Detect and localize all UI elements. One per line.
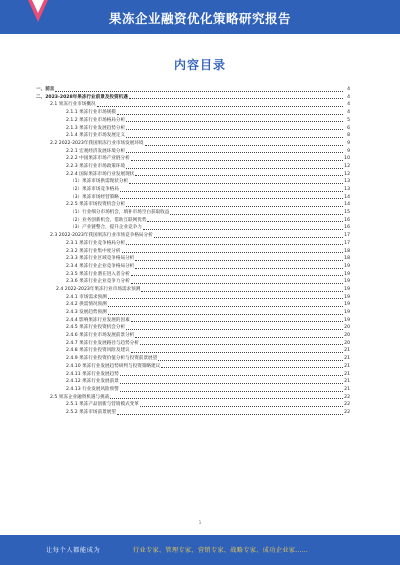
- toc-entry-label: 2.4 2022-2023年果冻行业市场需求预测: [56, 286, 141, 292]
- toc-entry-page: 5: [347, 117, 350, 123]
- toc-leader-dots: [131, 160, 343, 161]
- toc-leader-dots: [110, 398, 343, 399]
- toc-entry[interactable]: [36, 108, 350, 116]
- footer-tagline: 行业专家、管理专家、营销专家、战略专家、成功企业家……: [133, 547, 309, 554]
- toc-entry[interactable]: [36, 170, 350, 178]
- toc-leader-dots: [170, 214, 343, 215]
- toc-entry[interactable]: [36, 369, 350, 377]
- toc-entry-label: 2.1.4 果冻行业市场发展定义: [66, 133, 126, 139]
- toc-entry-page: 19: [344, 279, 350, 285]
- toc-entry-page: 17: [344, 233, 350, 239]
- toc-leader-dots: [108, 306, 343, 307]
- toc-entry-page: 4: [347, 110, 350, 116]
- toc-entry-label: （2）业务创新机会，借助互联网优势: [70, 217, 147, 223]
- toc-leader-dots: [126, 206, 343, 207]
- toc-entry[interactable]: [36, 346, 350, 354]
- toc-entry[interactable]: [36, 277, 350, 285]
- toc-entry-page: 18: [344, 256, 350, 262]
- toc-entry[interactable]: [36, 246, 350, 254]
- page-number: 1: [198, 520, 202, 525]
- toc-leader-dots: [135, 268, 343, 269]
- toc-leader-dots: [131, 352, 343, 353]
- toc-entry[interactable]: [36, 300, 350, 308]
- toc-leader-dots: [126, 168, 343, 169]
- toc-leader-dots: [141, 291, 343, 292]
- toc-leader-dots: [122, 252, 344, 253]
- toc-leader-dots: [131, 321, 343, 322]
- toc-entry-page: 20: [344, 333, 350, 339]
- toc-entry[interactable]: [36, 331, 350, 339]
- toc-entry[interactable]: [36, 400, 350, 408]
- toc-entry-page: 19: [344, 263, 350, 269]
- toc-entry[interactable]: [36, 116, 350, 124]
- toc-entry-label: （1）果冻市场供需现状分析: [70, 179, 129, 185]
- toc-entry[interactable]: [36, 162, 350, 170]
- toc-entry-page: 9: [347, 148, 350, 154]
- toc-entry[interactable]: [36, 408, 350, 416]
- toc-heading: 内容目录: [173, 58, 226, 72]
- toc-entry-page: 4: [347, 102, 350, 108]
- toc-entry[interactable]: [36, 93, 350, 101]
- toc-entry-label: 2.2.3 果冻行业市场政策环境: [66, 163, 126, 169]
- toc-entry[interactable]: [36, 270, 350, 278]
- toc-entry[interactable]: [36, 285, 350, 293]
- toc-entry-label: 2.3.2 果冻行业集中度分析: [66, 248, 121, 254]
- toc-entry-page: 13: [344, 187, 350, 193]
- toc-leader-dots: [154, 237, 343, 238]
- toc-entry-page: 10: [344, 156, 350, 162]
- toc-entry-page: 19: [344, 294, 350, 300]
- toc-entry-label: 2.1.1 果冻行业市场规模: [66, 110, 116, 116]
- toc-leader-dots: [145, 145, 343, 146]
- report-title: 果冻企业融资优化策略研究报告: [108, 11, 291, 26]
- toc-entry[interactable]: [36, 254, 350, 262]
- toc-entry[interactable]: [36, 85, 350, 93]
- toc-entry-label: 2.3.6 果冻行业企业竞争力分析: [66, 279, 130, 285]
- toc-entry[interactable]: [36, 362, 350, 370]
- toc-entry-label: 2.5.1 果冻产品创新与营销模式变革: [66, 402, 139, 408]
- toc-entry[interactable]: [36, 239, 350, 247]
- toc-leader-dots: [108, 314, 343, 315]
- toc-entry-label: 2.4.8 果冻行业投资风险及建议: [66, 348, 130, 354]
- toc-entry-page: 19: [344, 310, 350, 316]
- toc-leader-dots: [140, 406, 343, 407]
- toc-leader-dots: [135, 337, 343, 338]
- toc-entry[interactable]: [36, 193, 350, 201]
- toc-entry-label: （1）行业细分市场机会，填补市场空白获取收益: [70, 210, 170, 216]
- toc-entry-page: 6: [347, 125, 350, 131]
- toc-entry[interactable]: [36, 377, 350, 385]
- toc-entry[interactable]: [36, 147, 350, 155]
- toc-entry-label: （3）产业链整合，提升企业竞争力: [70, 225, 142, 231]
- toc-entry-label: 2.4.4 影响果冻行业发展的因素: [66, 317, 130, 323]
- toc-entry[interactable]: [36, 339, 350, 347]
- toc-leader-dots: [108, 298, 343, 299]
- toc-entry-page: 21: [344, 356, 350, 362]
- toc-entry-label: 2.1.3 果冻行业发展趋势分析: [66, 125, 126, 131]
- toc-entry-page: 12: [344, 171, 350, 177]
- toc-leader-dots: [143, 229, 343, 230]
- toc-leader-dots: [126, 129, 343, 130]
- toc-entry-page: 19: [344, 286, 350, 292]
- toc-leader-dots: [135, 175, 343, 176]
- toc-entry[interactable]: [36, 100, 350, 108]
- toc-entry[interactable]: [36, 385, 350, 393]
- toc-entry-label: 2.4.6 果冻行业市场发展前景分析: [66, 333, 135, 339]
- toc-entry[interactable]: [36, 177, 350, 185]
- toc-entry-page: 21: [344, 371, 350, 377]
- toc-entry-label: 2.4.5 果冻行业投资机会分析: [66, 325, 126, 331]
- toc-entry-label: （2）果冻市场竞争格局: [70, 187, 119, 193]
- toc-entry-label: 2.2.2 中国果冻市场产业链分析: [66, 156, 130, 162]
- toc-entry-page: 18: [344, 248, 350, 254]
- toc-leader-dots: [129, 98, 343, 99]
- toc-entry-page: 13: [344, 179, 350, 185]
- toc-entry[interactable]: [36, 354, 350, 362]
- toc-entry[interactable]: [36, 154, 350, 162]
- toc-entry-page: 15: [344, 210, 350, 216]
- toc-entry-label: 2.4.10 果冻行业发展趋势研判与投资策略建议: [66, 363, 161, 369]
- toc-entry-label: 2.1 果冻行业市场概况: [50, 102, 96, 108]
- toc-leader-dots: [97, 106, 343, 107]
- toc-entry-page: 20: [344, 340, 350, 346]
- toc-leader-dots: [135, 260, 343, 261]
- toc-entry-label: 2.4.1 市场需求预测: [66, 294, 107, 300]
- toc-entry-label: 2.4.2 供需情况预测: [66, 302, 107, 308]
- toc-entry-page: 21: [344, 363, 350, 369]
- toc-leader-dots: [131, 275, 343, 276]
- toc-entry-page: 21: [344, 386, 350, 392]
- toc-entry[interactable]: [36, 316, 350, 324]
- toc-leader-dots: [55, 91, 343, 92]
- toc-entry[interactable]: [36, 393, 350, 401]
- toc-entry-page: 4: [347, 94, 350, 100]
- footer-slogan: 让每个人都能成为: [46, 547, 101, 554]
- toc-leader-dots: [117, 414, 343, 415]
- toc-entry-label: 2.2.5 果冻市场投资机会分析: [66, 202, 126, 208]
- toc-entry-page: 19: [344, 302, 350, 308]
- toc-entry-label: 2.3 2022-2023年我国果冻行业市场竞争格局分析: [50, 233, 153, 239]
- toc-entry[interactable]: [36, 223, 350, 231]
- toc-entry-page: 16: [344, 225, 350, 231]
- toc-entry-page: 19: [344, 271, 350, 277]
- toc-entry-page: 14: [344, 194, 350, 200]
- toc-leader-dots: [131, 283, 343, 284]
- toc-entry-label: 2.3.4 果冻行业企业竞争格局分析: [66, 263, 135, 269]
- toc-entry-label: 一、前言: [36, 87, 55, 93]
- footer-bar: [0, 535, 400, 565]
- toc-entry-label: 2.2.1 宏观经济发展环境分析: [66, 148, 126, 154]
- toc-entry[interactable]: [36, 323, 350, 331]
- toc-entry-page: 22: [344, 394, 350, 400]
- toc-entry-label: 2.4.13 行业发展风险预警: [66, 386, 119, 392]
- toc-entry-page: 4: [347, 87, 350, 93]
- toc-entry[interactable]: [36, 293, 350, 301]
- toc-leader-dots: [126, 244, 343, 245]
- toc-entry-page: 19: [344, 317, 350, 323]
- toc-entry-label: 2.4.3 发展趋势预测: [66, 310, 107, 316]
- toc-entry-label: 2.2 2022-2023年我国果冻行业市场发展环境: [50, 140, 144, 146]
- toc-leader-dots: [126, 121, 343, 122]
- toc-leader-dots: [117, 114, 343, 115]
- toc-entry-label: 2.4.7 果冻行业发展路径与趋势分析: [66, 340, 139, 346]
- toc-entry-page: 16: [344, 217, 350, 223]
- toc-entry[interactable]: [36, 123, 350, 131]
- toc-entry-page: 20: [344, 325, 350, 331]
- toc-entry[interactable]: [36, 208, 350, 216]
- toc-leader-dots: [126, 152, 343, 153]
- toc-entry-page: 22: [344, 402, 350, 408]
- toc-entry-label: 2.3.1 果冻行业竞争格局分析: [66, 240, 126, 246]
- toc-entry-label: 2.2.4 国际果冻市场行业发展现状: [66, 171, 135, 177]
- toc-entry-page: 22: [344, 409, 350, 415]
- toc-entry[interactable]: [36, 200, 350, 208]
- toc-leader-dots: [120, 383, 343, 384]
- toc-entry[interactable]: [36, 139, 350, 147]
- toc-entry[interactable]: [36, 308, 350, 316]
- toc-entry[interactable]: [36, 231, 350, 239]
- toc-entry-page: 21: [344, 348, 350, 354]
- toc-leader-dots: [120, 191, 343, 192]
- toc-entry-label: 2.4.9 果冻行业投资价值分析与投资前景展望: [66, 356, 158, 362]
- toc-entry-label: 2.5 果冻企业融资机遇与挑战: [50, 394, 110, 400]
- toc-leader-dots: [129, 183, 343, 184]
- toc-leader-dots: [158, 360, 343, 361]
- toc-leader-dots: [120, 391, 343, 392]
- table-of-contents: [36, 85, 350, 416]
- toc-entry-page: 9: [347, 140, 350, 146]
- toc-entry-label: 二、2023-2028年果冻行业前景及投资机遇: [36, 94, 128, 100]
- header-bar: [0, 0, 400, 34]
- toc-leader-dots: [126, 137, 343, 138]
- toc-leader-dots: [126, 329, 343, 330]
- toc-leader-dots: [147, 221, 343, 222]
- toc-entry-label: 2.3.3 果冻行业区域竞争格局分析: [66, 256, 135, 262]
- toc-leader-dots: [120, 198, 343, 199]
- toc-leader-dots: [161, 367, 343, 368]
- toc-entry-label: 2.3.5 果冻行业潜在进入者分析: [66, 271, 130, 277]
- toc-entry-label: 2.1.2 果冻行业市场格局分析: [66, 117, 126, 123]
- toc-entry-page: 17: [344, 240, 350, 246]
- toc-entry-label: 2.4.12 果冻行业发展前景: [66, 379, 119, 385]
- toc-leader-dots: [140, 344, 343, 345]
- toc-entry-label: 2.5.2 果冻市场前景展望: [66, 409, 116, 415]
- toc-entry-page: 8: [347, 133, 350, 139]
- toc-entry-label: （3）果冻市场经营策略: [70, 194, 119, 200]
- toc-leader-dots: [120, 375, 343, 376]
- toc-entry-page: 21: [344, 379, 350, 385]
- toc-entry[interactable]: [36, 216, 350, 224]
- toc-entry[interactable]: [36, 131, 350, 139]
- toc-entry[interactable]: [36, 262, 350, 270]
- toc-entry-page: 14: [344, 202, 350, 208]
- toc-entry[interactable]: [36, 185, 350, 193]
- toc-entry-label: 2.4.11 果冻行业发展趋势: [66, 371, 119, 377]
- toc-entry-page: 12: [344, 163, 350, 169]
